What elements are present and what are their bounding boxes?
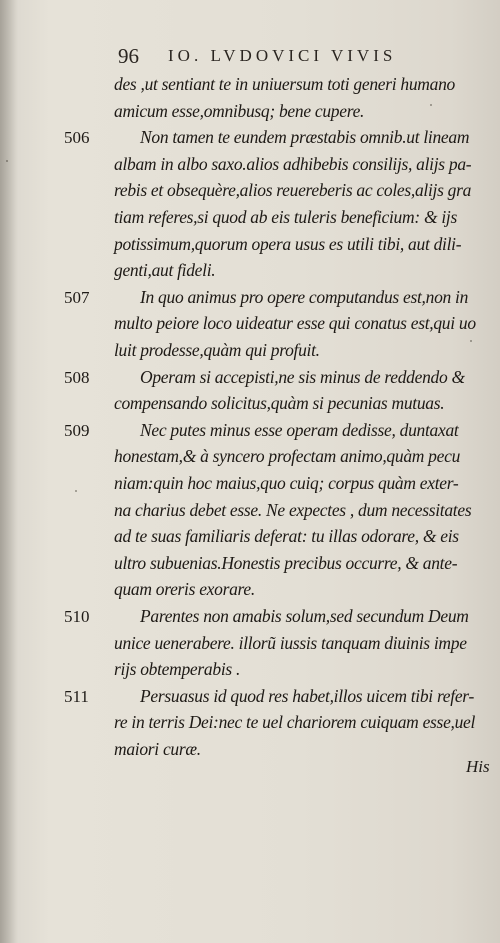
text-line: luit prodesse,quàm qui profuit. — [114, 340, 320, 360]
text-line: potissimum,quorum opera usus es utili tibi, aut dili- — [114, 233, 462, 254]
section-number: 508 — [64, 367, 90, 387]
text-line: Operam si accepisti,ne sis minus de reddendo & — [140, 366, 465, 387]
page-speck — [430, 104, 432, 106]
text-line: na charius debet esse. Ne expectes , dum necessitates — [114, 499, 472, 520]
text-line: ad te suas familiaris deferat: tu illas odorare, & eis — [114, 526, 459, 547]
text-line: Non tamen te eundem præstabis omnib.ut lineam — [140, 127, 470, 148]
text-line: Persuasus id quod res habet,illos uicem tibi refer- — [140, 685, 474, 706]
catchword: His — [466, 757, 490, 776]
text-line: albam in albo saxo.alios adhibebis consilijs, alijs pa- — [114, 153, 472, 174]
gutter-shadow — [0, 0, 18, 943]
page-number: 96 — [118, 44, 139, 68]
section-number: 506 — [64, 128, 90, 148]
text-line: maiori curæ. — [114, 739, 201, 759]
section-number: 509 — [64, 420, 90, 440]
page-speck — [6, 160, 8, 162]
text-line: amicum esse,omnibusq; bene cupere. — [114, 100, 365, 121]
text-line: compensando solicitus,quàm si pecunias mutuas. — [114, 393, 445, 414]
text-line: Nec putes minus esse operam dedisse, duntaxat — [140, 419, 459, 440]
text-line: des ,ut sentiant te in uniuersum toti generi humano — [114, 74, 455, 94]
text-line: quam oreris exorare. — [114, 579, 255, 600]
section-number: 507 — [64, 287, 90, 307]
running-title: IO. LVDOVICI VIVIS — [168, 46, 397, 65]
text-line: multo peiore loco uideatur esse qui conatus est,qui uo — [114, 313, 476, 334]
section-number: 510 — [64, 607, 90, 626]
text-line: rijs obtemperabis . — [114, 659, 241, 680]
running-head — [118, 44, 488, 68]
page-speck — [470, 340, 472, 342]
text-line: ultro subuenias.Honestis precibus occurre, & ante- — [114, 552, 458, 573]
text-line: genti,aut fideli. — [114, 260, 216, 281]
section-number: 511 — [64, 686, 89, 706]
text-line: rebis et obsequère,alios reuereberis ac coles,alijs gra — [114, 180, 472, 201]
text-line: Parentes non amabis solum,sed secundum Deum — [140, 606, 469, 626]
text-line: honestam,& à syncero profectam animo,quàm pecu — [114, 446, 461, 467]
text-line: unice uenerabere. illorũ iussis tanquam diuinis impe — [114, 632, 467, 653]
text-line: tiam referes,si quod ab eis tuleris beneficium: & ijs — [114, 207, 457, 227]
page-speck — [75, 490, 77, 492]
text-line: niam:quin hoc maius,quo cuiq; corpus quàm exter- — [114, 473, 459, 493]
text-line: re in terris Dei:nec te uel chariorem cuiquam esse,uel — [114, 712, 476, 733]
text-line: In quo animus pro opere computandus est,non in — [140, 286, 469, 307]
